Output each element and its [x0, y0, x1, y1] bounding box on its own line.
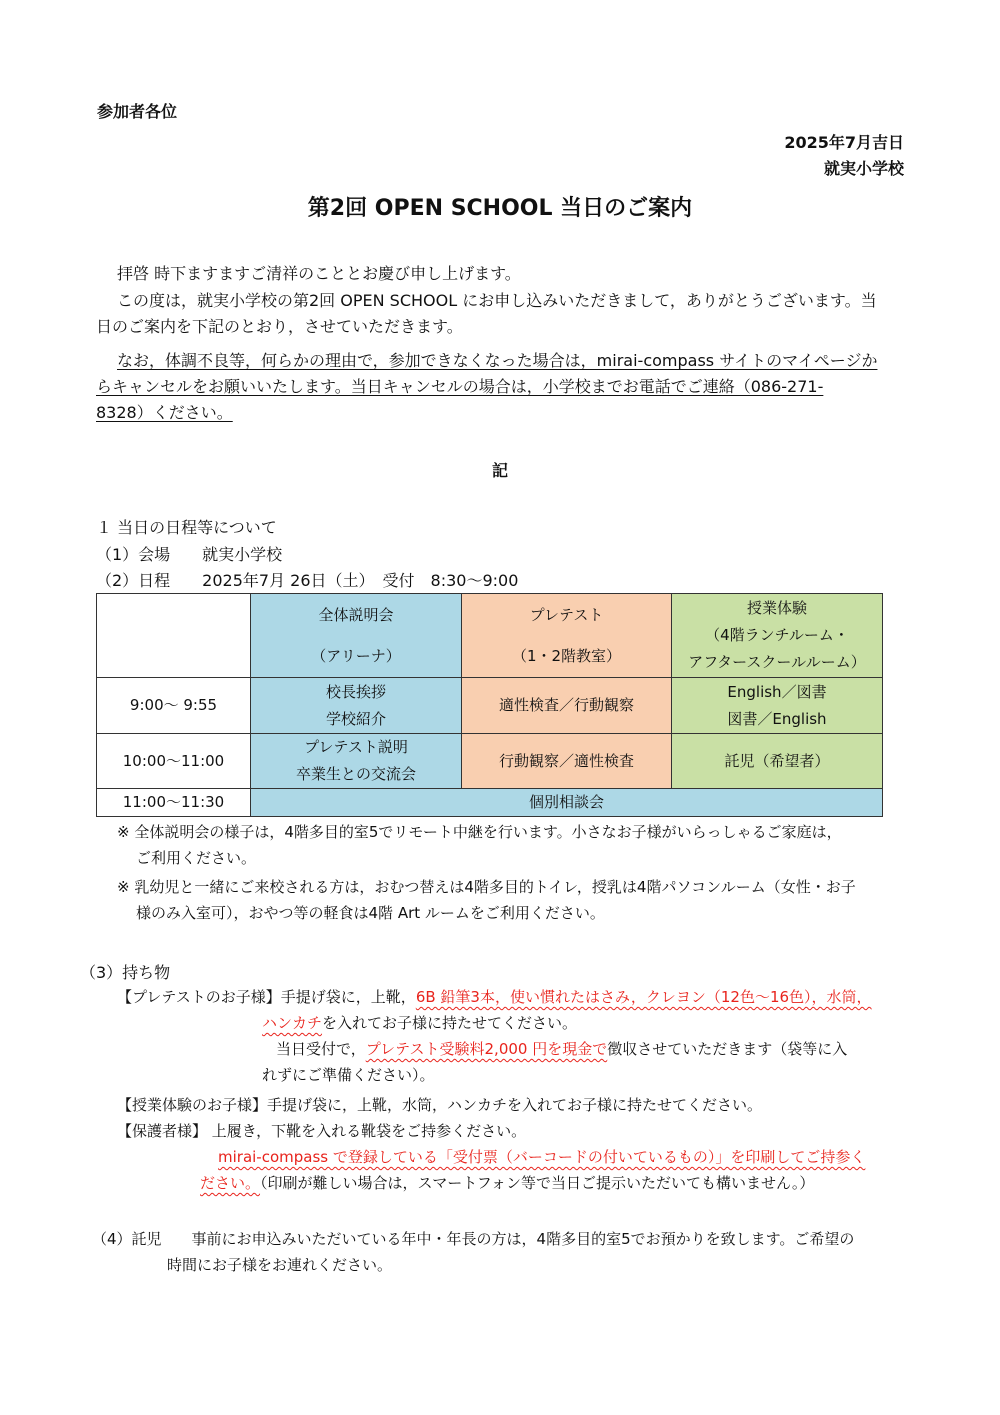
general-cell: [251, 734, 462, 789]
childcare-line-1: （4）託児 事前にお申込みいただいている年中・年長の方は，4階多目的室5でお預かりを致します。ご希望の: [92, 1230, 855, 1248]
recipients: 参加者各位: [97, 102, 178, 121]
class-cell: [672, 678, 883, 734]
header-general-title: 全体説明会: [318, 605, 394, 624]
header-cell-class: [672, 594, 883, 678]
schedule-table: [96, 593, 883, 817]
intro-line-2: この度は，就実小学校の第2回 OPEN SCHOOL にお申し込みいただきまして，ありがとうございます。当: [117, 291, 877, 310]
table-row: [97, 734, 883, 789]
fee-red: プレテスト受験料2,000 円を現金で: [365, 1040, 608, 1058]
cell-text: 図書／English: [727, 709, 827, 728]
sender: 就実小学校: [823, 159, 904, 178]
time-cell: 10:00～11:00: [97, 734, 251, 789]
note-1-line-2: ご利用ください。: [136, 849, 257, 867]
general-cell: [251, 678, 462, 734]
schedule-line: （2）日程 2025年7月 26日（土） 受付 8:30～9:00: [96, 571, 519, 590]
fee-line-1: [276, 1038, 847, 1059]
pretest-cell: 行動観察／適性検査: [462, 734, 672, 789]
intro-line-3: 日のご案内を下記のとおり，させていただきます。: [96, 317, 463, 336]
cell-text: 学校紹介: [325, 709, 386, 728]
guardian-ticket-line-2: [200, 1172, 814, 1193]
date: 2025年7月吉日: [784, 133, 904, 152]
header-pretest-sub: （1・2階教室）: [511, 646, 622, 665]
venue-line: （1）会場 就実小学校: [96, 545, 283, 564]
pretest-cell: 適性検査／行動観察: [462, 678, 672, 734]
belongings-heading: （3）持ち物: [80, 963, 171, 982]
cell-text: 卒業生との交流会: [295, 765, 416, 783]
guardian-ticket-red-1: mirai-compass で登録している「受付票（バーコードの付いているもの）」を印刷してご持参く: [218, 1148, 866, 1166]
header-general-sub: （アリーナ）: [311, 646, 401, 665]
header-pretest-title: プレテスト: [529, 605, 604, 624]
intro-line-5: らキャンセルをお願いいたします。当日キャンセルの場合は，小学校までお電話でご連絡（086-271-: [96, 377, 824, 396]
pretest-line-1: [117, 986, 872, 1007]
guardian-ticket-red-2: ださい。: [200, 1174, 261, 1192]
table-header-row: [97, 594, 883, 678]
table-row: [97, 678, 883, 734]
header-cell-general: [251, 594, 462, 678]
table-row: [97, 789, 883, 817]
note-2-line-2: 様のみ入室可），おやつ等の軽食は4階 Art ルームをご利用ください。: [136, 904, 605, 922]
class-experience-line: 【授業体験のお子様】手提げ袋に，上靴，水筒，ハンカチを入れてお子様に持たせてください。: [117, 1096, 763, 1114]
fee-post: 徴収させていただきます（袋等に入: [607, 1040, 848, 1058]
pretest-items-red: 6B 鉛筆3本，使い慣れたはさみ，クレヨン（12色～16色），水筒，: [415, 988, 872, 1006]
header-class-sub2: アフタースクールルーム）: [688, 653, 866, 671]
childcare-line-2: 時間にお子様をお連れください。: [167, 1256, 393, 1274]
table-corner-cell: [97, 594, 251, 678]
cell-text: 校長挨拶: [325, 682, 386, 701]
fee-line-2: れずにご準備ください）。: [262, 1066, 435, 1084]
ki-heading: 記: [491, 461, 508, 480]
fee-pre: 当日受付で，: [276, 1040, 366, 1058]
pretest-handkerchief: ハンカチ: [262, 1014, 323, 1032]
cell-text: プレテスト説明: [304, 738, 408, 756]
note-1-line-1: ※ 全体説明会の様子は，4階多目的室5でリモート中継を行います。小さなお子様がいらっしゃるご家庭は，: [117, 823, 842, 841]
pretest-label: 【プレテストのお子様】手提げ袋に，上靴，: [117, 988, 416, 1006]
note-2-line-1: ※ 乳幼児と一緒にご来校される方は，おむつ替えは4階多目的トイレ，授乳は4階パソコンルーム（女性・お子: [117, 878, 856, 896]
header-class-sub1: （4階ランチルーム・: [705, 626, 849, 644]
guardian-ticket-note: （印刷が難しい場合は，スマートフォン等で当日ご提示いただいても構いません。）: [260, 1174, 815, 1192]
time-cell: 9:00～ 9:55: [97, 678, 251, 734]
pretest-rest: を入れてお子様に持たせてください。: [322, 1014, 578, 1032]
cell-text: English／図書: [727, 682, 827, 701]
pretest-line-2: [262, 1012, 577, 1033]
intro-line-4: なお，体調不良等，何らかの理由で，参加できなくなった場合は，mirai-compass サイトのマイページか: [117, 351, 878, 370]
time-cell: 11:00～11:30: [97, 789, 251, 817]
header-class-title: 授業体験: [746, 599, 807, 617]
guardian-line: 【保護者様】 上履き，下靴を入れる靴袋をご持参ください。: [117, 1122, 527, 1140]
section1-heading: １ 当日の日程等について: [96, 518, 277, 537]
header-cell-pretest: [462, 594, 672, 678]
class-cell: 託児（希望者）: [672, 734, 883, 789]
consultation-cell: 個別相談会: [251, 789, 883, 817]
page-title: 第2回 OPEN SCHOOL 当日のご案内: [307, 196, 693, 221]
intro-line-6: 8328）ください。: [96, 403, 233, 422]
intro-line-1: 拝啓 時下ますますご清祥のこととお慶び申し上げます。: [117, 264, 521, 283]
